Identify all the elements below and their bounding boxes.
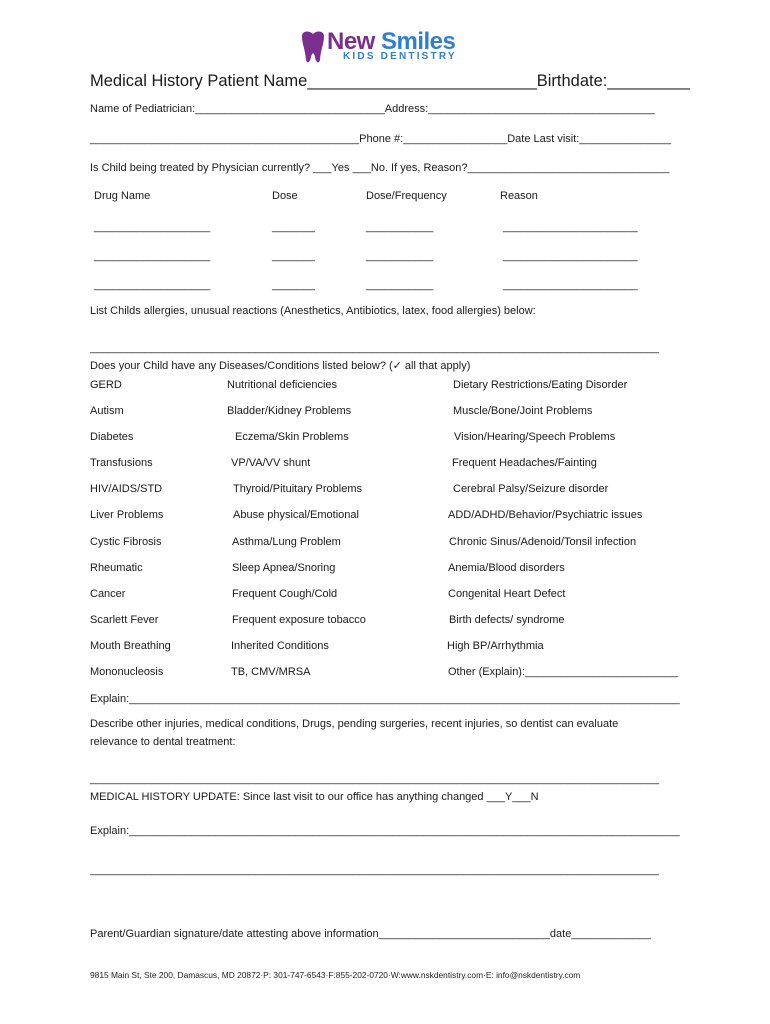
condition-item[interactable]: ADD/ADHD/Behavior/Psychiatric issues	[448, 509, 643, 521]
condition-item[interactable]: Frequent Cough/Cold	[232, 588, 338, 600]
condition-item[interactable]: HIV/AIDS/STD	[90, 483, 163, 495]
logo-word-smiles: Smiles	[381, 28, 456, 55]
condition-item[interactable]: Mouth Breathing	[90, 640, 171, 652]
drug-name-blank[interactable]: ___________________	[94, 279, 211, 291]
condition-item[interactable]: VP/VA/VV shunt	[231, 457, 311, 469]
update-explain-line[interactable]: Explain:__________________________________________________________________________________________	[90, 825, 680, 837]
practice-contact-footer: 9815 Main St, Ste 200, Damascus, MD 20872·P: 301-747-6543·F:855-202-0720·W:www.nskdentistry.com·E: info@nskdentistry.com	[90, 970, 581, 980]
condition-item[interactable]: GERD	[90, 379, 122, 391]
condition-item[interactable]: Eczema/Skin Problems	[235, 431, 349, 443]
dose-header: Dose	[272, 190, 298, 202]
reason-blank[interactable]: ______________________	[503, 279, 638, 291]
pediatrician-address-line[interactable]: Name of Pediatrician:_______________________________Address:_____________________________________	[90, 103, 655, 115]
dose-frequency-blank[interactable]: ___________	[366, 221, 434, 233]
allergies-prompt: List Childs allergies, unusual reactions (Anesthetics, Antibiotics, latex, food allergies) below:	[90, 305, 536, 317]
signature-line[interactable]: Parent/Guardian signature/date attesting above information____________________________date_____________	[90, 928, 651, 940]
reason-blank[interactable]: ______________________	[503, 221, 638, 233]
condition-item[interactable]: Inherited Conditions	[231, 640, 329, 652]
condition-item[interactable]: Sleep Apnea/Snoring	[232, 562, 336, 574]
condition-item[interactable]: Frequent Headaches/Fainting	[452, 457, 597, 469]
describe-blank-line[interactable]: _____________________________________________________________________________________________	[90, 773, 659, 785]
condition-item[interactable]: Dietary Restrictions/Eating Disorder	[453, 379, 628, 391]
dose-blank[interactable]: _______	[272, 279, 315, 291]
dose-frequency-header: Dose/Frequency	[366, 190, 447, 202]
condition-item[interactable]: Mononucleosis	[90, 666, 164, 678]
tooth-icon	[298, 30, 328, 64]
describe-prompt-line2: relevance to dental treatment:	[90, 736, 236, 748]
condition-item[interactable]: Muscle/Bone/Joint Problems	[453, 405, 593, 417]
allergies-line[interactable]: _____________________________________________________________________________________________	[90, 342, 659, 354]
condition-item[interactable]: Scarlett Fever	[90, 614, 159, 626]
condition-item[interactable]: Diabetes	[90, 431, 134, 443]
dose-frequency-blank[interactable]: ___________	[366, 250, 434, 262]
conditions-prompt: Does your Child have any Diseases/Conditions listed below? (✓ all that apply)	[90, 360, 471, 372]
condition-item[interactable]: Abuse physical/Emotional	[233, 509, 359, 521]
condition-item[interactable]: Frequent exposure tobacco	[232, 614, 366, 626]
condition-item[interactable]: Asthma/Lung Problem	[232, 536, 341, 548]
physician-treatment-line[interactable]: Is Child being treated by Physician currently? ___Yes ___No. If yes, Reason?_________________________________	[90, 162, 670, 174]
dose-frequency-blank[interactable]: ___________	[366, 279, 434, 291]
dose-blank[interactable]: _______	[272, 221, 315, 233]
drug-name-header: Drug Name	[94, 190, 151, 202]
dose-blank[interactable]: _______	[272, 250, 315, 262]
condition-item[interactable]: Thyroid/Pituitary Problems	[233, 483, 362, 495]
condition-item[interactable]: Autism	[90, 405, 124, 417]
condition-item[interactable]: Nutritional deficiencies	[227, 379, 338, 391]
conditions-explain-line[interactable]: Explain:__________________________________________________________________________________________	[90, 693, 680, 705]
reason-header: Reason	[500, 190, 538, 202]
condition-item[interactable]: Cancer	[90, 588, 126, 600]
describe-prompt-line1: Describe other injuries, medical conditions, Drugs, pending surgeries, recent injuries, so dentist can evaluate	[90, 718, 619, 730]
condition-item[interactable]: Anemia/Blood disorders	[448, 562, 565, 574]
form-title[interactable]: Medical History Patient Name_________________________Birthdate:_________	[90, 72, 690, 90]
condition-other-explain[interactable]: Other (Explain):_________________________	[448, 666, 678, 678]
condition-item[interactable]: Liver Problems	[90, 509, 164, 521]
condition-item[interactable]: Rheumatic	[90, 562, 143, 574]
condition-item[interactable]: Cystic Fibrosis	[90, 536, 162, 548]
condition-item[interactable]: Chronic Sinus/Adenoid/Tonsil infection	[449, 536, 637, 548]
medical-history-update[interactable]: MEDICAL HISTORY UPDATE: Since last visit to our office has anything changed ___Y___N	[90, 791, 539, 803]
phone-lastvisit-line[interactable]: ____________________________________________Phone #:_________________Date Last visit:_______________	[90, 133, 672, 145]
condition-item[interactable]: Vision/Hearing/Speech Problems	[454, 431, 616, 443]
reason-blank[interactable]: ______________________	[503, 250, 638, 262]
condition-item[interactable]: High BP/Arrhythmia	[447, 640, 544, 652]
condition-item[interactable]: Transfusions	[90, 457, 153, 469]
condition-item[interactable]: Cerebral Palsy/Seizure disorder	[453, 483, 609, 495]
condition-item[interactable]: Bladder/Kidney Problems	[227, 405, 352, 417]
update-blank-line[interactable]: _____________________________________________________________________________________________	[90, 864, 659, 876]
practice-logo	[298, 30, 473, 66]
condition-item[interactable]: Birth defects/ syndrome	[449, 614, 565, 626]
condition-item[interactable]: Congenital Heart Defect	[448, 588, 566, 600]
drug-name-blank[interactable]: ___________________	[94, 221, 211, 233]
drug-name-blank[interactable]: ___________________	[94, 250, 211, 262]
logo-word-new: New	[327, 28, 375, 55]
logo-subtitle: KIDS DENTISTRY	[343, 51, 457, 62]
condition-item[interactable]: TB, CMV/MRSA	[231, 666, 311, 678]
